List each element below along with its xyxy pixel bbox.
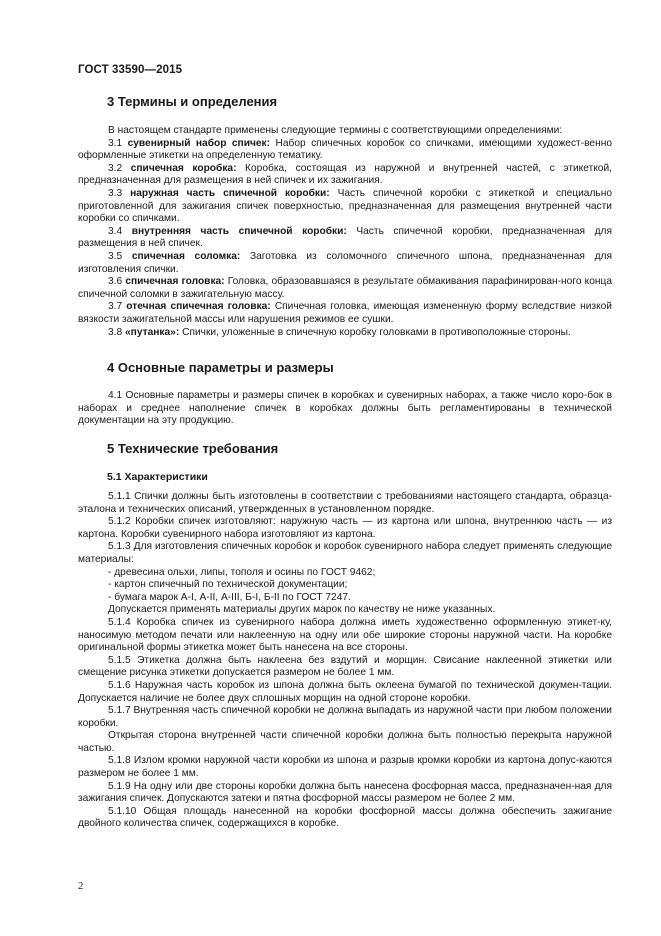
intro-paragraph: В настоящем стандарте применены следующие термины с соответствующими определениями: [108,125,563,136]
paragraph-5-1-9: 5.1.9 На одну или две стороны коробки должна быть нанесена фосфорная масса, предназначен-ная для зажигания спичек. Допускаются затеки и пятна фосфорной массы размером не более 2 мм. [78,780,612,805]
paragraph-5-1-1: 5.1.1 Спички должны быть изготовлены в соответствии с требованиями настоящего стандарта, образца-эталона и технических описаний, утвержденных в установленном порядке. [78,491,612,515]
section-5-body [78,491,612,831]
paragraph-5-1-3-note: Допускается применять материалы других марок по качеству не ниже указанных. [108,604,496,616]
section-4-title: 4 Основные параметры и размеры [107,360,334,375]
term-3-8: 3.8 «путанка»: Спички, уложенные в спичечную коробку головками в противоположные стороны. [108,326,571,338]
list-item: - картон спичечный по технической документации; [108,579,348,591]
term-3-4: 3.4 внутренняя часть спичечной коробки: Часть спичечной коробки, предназначенная для размещения в ней спичек. [78,225,612,250]
paragraph-5-1-6: 5.1.6 Наружная часть коробок из шпона должна быть оклеена бумагой по технической докумен-тации. Допускается наличие не более двух сплошных морщин на одной стороне коробки. [78,679,612,704]
list-item: - древесина ольхи, липы, тополя и осины по ГОСТ 9462; [108,566,376,578]
paragraph-5-1-5: 5.1.5 Этикетка должна быть наклеена без вздутий и морщин. Свисание наклеенной этикетки или смещение рисунка этикетки допускается размером не более 1 мм. [78,654,612,679]
term-3-3: 3.3 наружная часть спичечной коробки: Часть спичечной коробки с этикеткой и специально приготовленной для зажигания спичек поверхностью, предназначенная для размещения внутренней части коробки со спичками. [78,187,612,225]
paragraph-5-1-7: 5.1.7 Внутренняя часть спичечной коробки не должна выпадать из наружной части при любом положении коробки. [78,705,612,729]
term-3-7: 3.7 отечная спичечная головка: Спичечная головка, имеющая измененную форму вследствие низкой вязкости зажигательной массы или нарушения режимов ее сушки. [78,301,613,325]
paragraph-5-1-10: 5.1.10 Общая площадь нанесенной на коробки фосфорной массы должна обеспечить зажигание двойного количества спичек, содержащихся в коробке. [78,805,612,830]
section-3-body [78,125,612,339]
term-3-2: 3.2 спичечная коробка: Коробка, состоящая из наружной и внутренней частей, с этикеткой, предназначенная для размещения в ней спичек и их зажигания. [78,162,612,187]
paragraph-5-1-8: 5.1.8 Излом кромки наружной части коробки из шпона и разрыв кромки коробки из картона допус-каются размером не более 1 мм. [78,755,612,780]
page-number: 2 [78,881,84,892]
paragraph-5-1-3: 5.1.3 Для изготовления спичечных коробок и коробок сувенирного набора следует применять следующие материалы: [78,541,612,565]
paragraph-5-1-2: 5.1.2 Коробки спичек изготовляют: наружную часть — из картона или шпона, внутреннюю часть — из картона. Коробки сувенирного набора изготовляют из картона. [78,516,612,540]
subsection-5-1-title: 5.1 Характеристики [107,471,208,483]
paragraph-4-1: 4.1 Основные параметры и размеры спичек в коробках и сувенирных наборах, а также число коро-бок в наборах и среднее наполнение спичек в коробках должны быть регламентированы в технической документации на эту продукцию. [78,390,612,427]
paragraph-5-1-7-note: Открытая сторона внутренней части спичечной коробки должна быть полностью перекрыта наружной частью. [78,730,612,754]
term-3-5: 3.5 спичечная соломка: Заготовка из соломочного спичечного шпона, предназначенная для изготовления спички. [78,250,612,275]
term-3-6: 3.6 спичечная головка: Головка, образовавшаяся в результате обмакивания парафинирован-ного конца спичечной соломки в зажигательную массу. [78,276,613,300]
section-3-title: 3 Термины и определения [107,94,278,109]
term-3-1: 3.1 сувенирный набор спичек: Набор спичечных коробок со спичками, имеющими художест-венно оформленные этикетки на определенную тематику. [78,137,612,162]
document-code: ГОСТ 33590—2015 [78,64,183,76]
paragraph-5-1-4: 5.1.4 Коробка спичек из сувенирного набора должна иметь художественно оформленную этикет-ку, наносимую методом печати или наклеенную на одну или обе широкие стороны наружной части. На коробке оригинальной формы этикетка может быть нанесена на все стороны. [78,616,612,654]
list-item: - бумага марок А-I, А-II, А-III, Б-I, Б-II по ГОСТ 7247. [108,591,351,603]
section-5-title: 5 Технические требования [107,441,279,456]
section-4-body [78,390,612,428]
